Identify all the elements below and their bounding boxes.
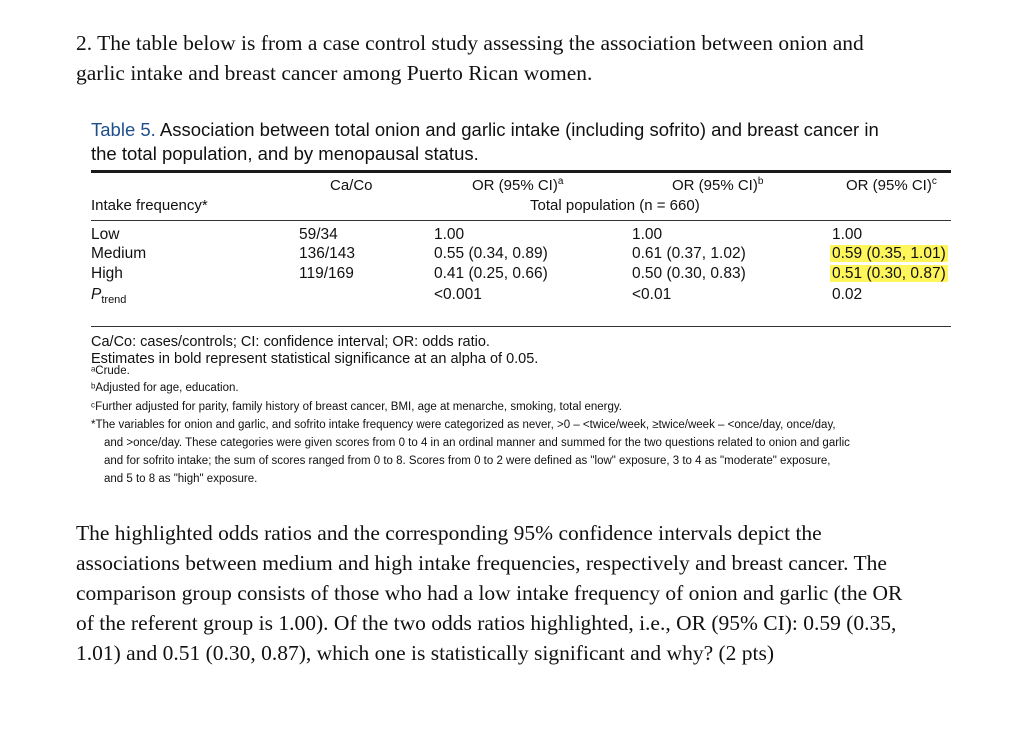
footnote-b: ᵇAdjusted for age, education.: [91, 382, 239, 394]
header-caco: Ca/Co: [330, 177, 373, 194]
table-title-line: [91, 118, 971, 142]
footnote-c: ᶜFurther adjusted for parity, family history of breast cancer, BMI, age at menarche, smoking, total energy.: [91, 401, 622, 413]
highlight-mark: 0.59 (0.35, 1.01): [832, 245, 946, 262]
cell-or-crude: 1.00: [434, 226, 465, 243]
header-total-population: Total population (n = 660): [530, 197, 700, 214]
row-label-high: High: [91, 265, 123, 282]
highlight-mark: 0.51 (0.30, 0.87): [832, 265, 946, 282]
cell-caco: 119/169: [299, 265, 354, 282]
cell-or-crude: <0.001: [434, 286, 482, 303]
table-title-text: Association between total onion and garlic intake (including sofrito) and breast cancer in: [155, 119, 879, 140]
answer-line: The highlighted odds ratios and the corresponding 95% confidence intervals depict the: [76, 521, 822, 545]
table-header-rule: [91, 220, 951, 221]
table-bottom-rule: [91, 326, 951, 327]
table-title-line: the total population, and by menopausal status.: [91, 143, 479, 164]
cell-or-crude: 0.41 (0.25, 0.66): [434, 265, 548, 282]
answer-line: associations between medium and high intake frequencies, respectively and breast cancer. The: [76, 551, 887, 575]
header-or-crude: OR (95% CI)$^a$: [472, 176, 564, 194]
cell-or-crude: 0.55 (0.34, 0.89): [434, 245, 548, 262]
footnote-star: *The variables for onion and garlic, and sofrito intake frequency were categorized as never, >0 – <twice/week, ≥twice/week – <once/day, once/day,: [91, 419, 836, 431]
table-label: Table 5.: [91, 119, 156, 140]
cell-or-further-adjusted-highlighted: [832, 264, 948, 284]
question-line: garlic intake and breast cancer among Puerto Rican women.: [76, 61, 593, 85]
row-label-low: Low: [91, 226, 120, 243]
row-label-p-trend: $P_{trend}$: [91, 286, 127, 307]
question-text: [76, 28, 956, 88]
cell-or-further-adjusted: 1.00: [832, 226, 863, 243]
answer-line: 1.01) and 0.51 (0.30, 0.87), which one is statistically significant and why? (2 pts): [76, 641, 775, 665]
cell-caco: 136/143: [299, 245, 356, 262]
footnote-bold-note: Estimates in bold represent statistical significance at an alpha of 0.05.: [91, 351, 539, 367]
cell-or-adjusted: 0.50 (0.30, 0.83): [632, 265, 746, 282]
answer-prompt: [76, 518, 976, 668]
cell-or-adjusted: 1.00: [632, 226, 663, 243]
table-top-rule: [91, 170, 951, 173]
footnote-abbreviations: Ca/Co: cases/controls; CI: confidence interval; OR: odds ratio.: [91, 334, 490, 350]
answer-line: of the referent group is 1.00). Of the two odds ratios highlighted, i.e., OR (95% CI): 0.59 (0.35,: [76, 611, 897, 635]
question-line: 2. The table below is from a case control study assessing the association between onion and: [76, 31, 864, 55]
header-or-further-adjusted: OR (95% CI)$^c$: [846, 176, 937, 194]
cell-or-adjusted: <0.01: [632, 286, 672, 303]
cell-or-further-adjusted: 0.02: [832, 286, 863, 303]
footnote-star-cont: and 5 to 8 as "high" exposure.: [104, 473, 258, 485]
table-title: [91, 118, 971, 166]
cell-or-further-adjusted-highlighted: [832, 244, 948, 264]
header-or-adjusted: OR (95% CI)$^b$: [672, 176, 764, 194]
header-intake-frequency: Intake frequency*: [91, 197, 208, 214]
footnote-a: ᵃCrude.: [91, 365, 130, 377]
cell-caco: 59/34: [299, 226, 338, 243]
answer-line: comparison group consists of those who had a low intake frequency of onion and garlic (the OR: [76, 581, 903, 605]
footnote-star-cont: and for sofrito intake; the sum of scores ranged from 0 to 8. Scores from 0 to 2 were defined as "low" exposure, 3 to 4 as "moderate" exposure,: [104, 455, 831, 467]
row-label-medium: Medium: [91, 245, 147, 262]
cell-or-adjusted: 0.61 (0.37, 1.02): [632, 245, 746, 262]
footnote-star-cont: and >once/day. These categories were given scores from 0 to 4 in an ordinal manner and summed for the two questions related to onion and garlic: [104, 437, 850, 449]
